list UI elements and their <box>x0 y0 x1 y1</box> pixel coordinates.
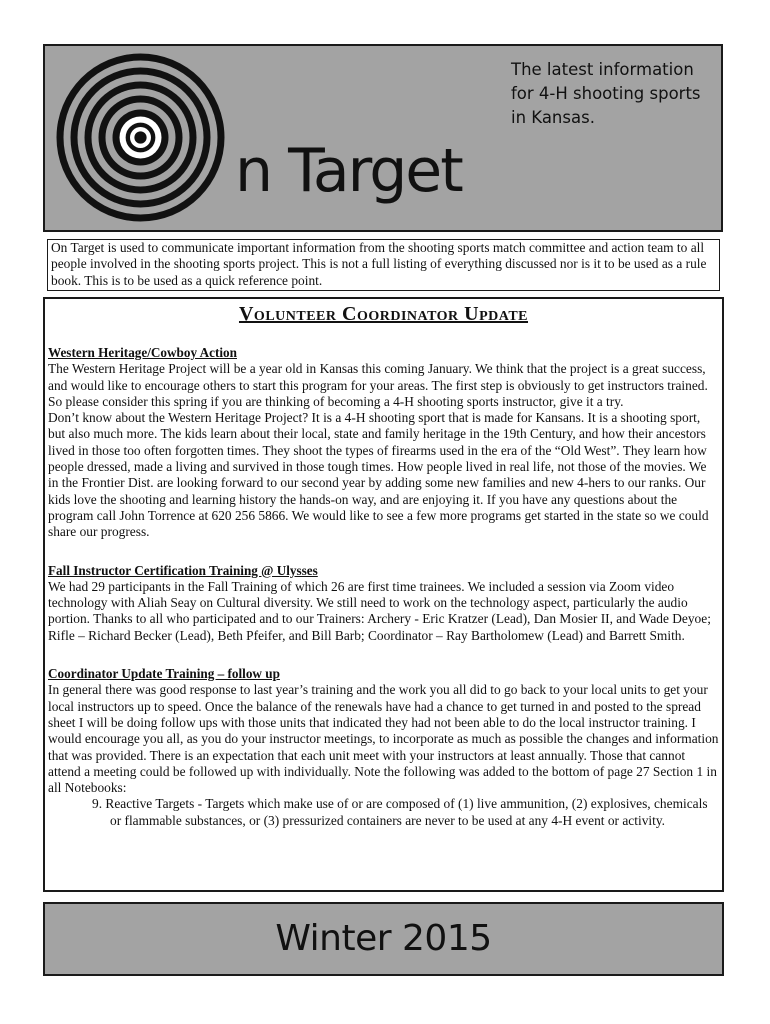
main-content <box>43 297 724 892</box>
article-fall-training <box>48 563 719 644</box>
article-paragraph: We had 29 participants in the Fall Training of which 26 are first time trainees. We included a session via Zoom video technology with Aliah Seay on Cultural diversity. We still need to work on the technology aspect, particularly the audio portion. Thanks to all who participated and to our Trainers: Archery - Eric Kratzer (Lead), Dan Mosier II, and Wade Deyoe; Rifle – Richard Becker (Lead), Beth Pfeifer, and Bill Barb; Coordinator – Ray Bartholomew (Lead) and Barrett Smith. <box>48 578 711 643</box>
issue-date: Winter 2015 <box>275 918 492 959</box>
article-paragraph: The Western Heritage Project will be a year old in Kansas this coming January. We think that the project is a great success, and would like to encourage others to start this program for your areas. The first step is obviously to get instructors trained. So please consider this spring if you are thinking of becoming a 4-H shooting sports instructor, give it a try. <box>48 361 708 409</box>
article-heading: Western Heritage/Cowboy Action <box>48 345 237 360</box>
concentric-target-icon <box>53 50 228 225</box>
list-item: 9. Reactive Targets - Targets which make use of or are composed of (1) live ammunition, (2) explosives, chemicals or flammable substances, or (3) pressurized containers are never to be used at any 4-H event or activity. <box>92 796 708 828</box>
masthead-tagline: The latest information for 4-H shooting sports in Kansas. <box>511 60 701 127</box>
article-paragraph: In general there was good response to last year’s training and the work you all did to go back to your local units to get your local instructors up to speed. Once the balance of the renewals have had a chance to get turned in and posted to the spread sheet I will be doing follow ups with those units that indicated they had not been able to do the local instructor training. I would encourage you all, as you do your instructor meetings, to incorporate as much as possible the changes and information that was provided. There is an expectation that each unit meet with your instructors at least annually. Those that cannot attend a meeting could be followed up with individually. Note the following was added to the bottom of page 27 Section 1 in all Notebooks: <box>48 682 719 796</box>
section-title: Volunteer Coordinator Update <box>238 303 529 325</box>
article-coordinator-update <box>48 666 719 829</box>
masthead-title: n Target <box>235 136 462 206</box>
article-heading: Fall Instructor Certification Training @ Ulysses <box>48 562 318 578</box>
article-paragraph: Don’t know about the Western Heritage Project? It is a 4-H shooting sport that is made for Kansans. It is a shooting sport, but also much more. The kids learn about their local, state and family heritage in the 19th Century, and how their ancestors lived in those too often forgotten times. They shoot the types of firearms used in the era of the “Old West”. They learn how people dressed, made a living and survived in those tough times. How people lived in real life, not those of the movies. We in the Frontier Dist. are looking forward to our second year by adding some new families and new 4-hers to our ranks. Our kids love the shooting and learning history the hands-on way, and are enjoying it. If you have any questions about the program call John Torrence at 620 256 5866. We would like to see a few more programs get started in the state so we could share our progress. <box>48 410 709 540</box>
article-western-heritage <box>48 345 719 541</box>
intro-box: On Target is used to communicate important information from the shooting sports match committee and action team to all people involved in the shooting sports project. This is not a full listing of everything discussed nor is it to be used as a rule book. This is to be used as a quick reference point. <box>47 239 720 291</box>
masthead <box>43 44 723 232</box>
footer-banner <box>43 902 724 976</box>
article-heading: Coordinator Update Training – follow up <box>48 666 280 682</box>
